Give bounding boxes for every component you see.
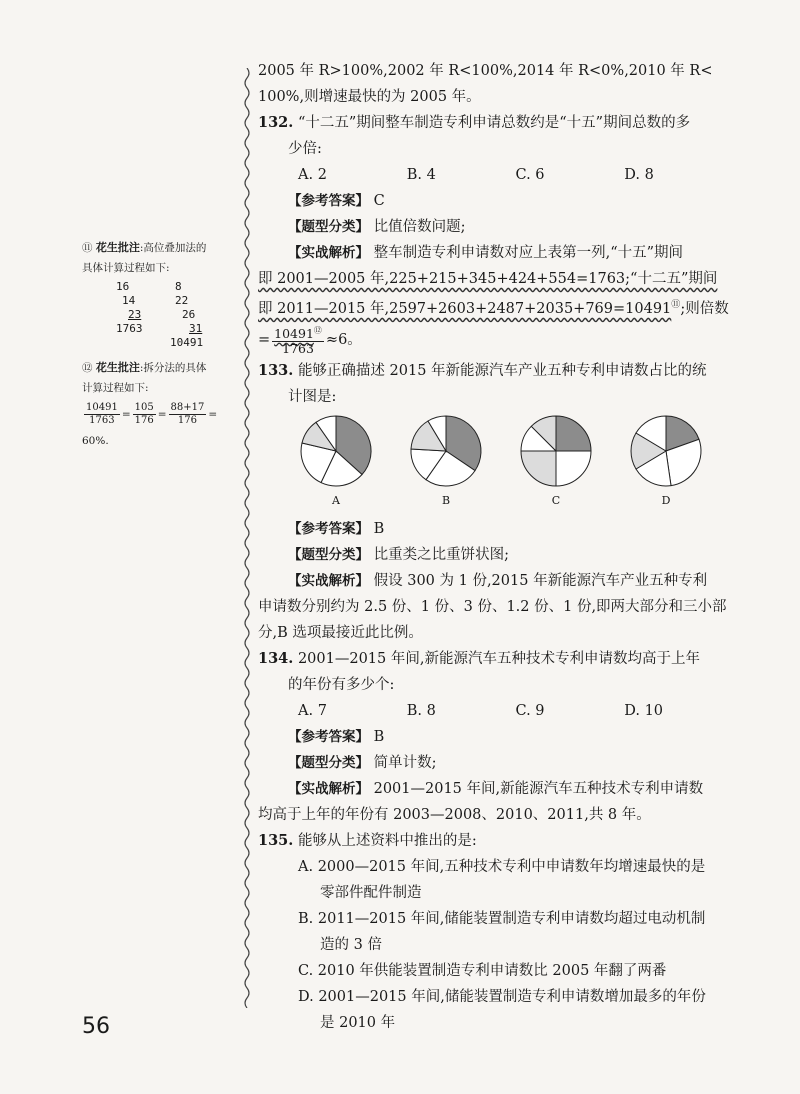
q133-analysis3: 分,B 选项最接近此比例。 — [258, 624, 423, 641]
q135-stem — [258, 828, 733, 854]
q132-option-c: C. 6 — [515, 167, 545, 183]
q135-option-d-line2: 是 2010 年 — [320, 1014, 396, 1031]
q133-answer-row — [258, 516, 733, 542]
note-12 — [82, 358, 240, 378]
q134-analysis1: 2001—2015 年间,新能源汽车五种技术专利申请数 — [373, 780, 704, 797]
intro-line-2: 100%,则增速最快的为 2005 年。 — [258, 89, 481, 105]
pie-options — [288, 410, 733, 516]
q134-number: 134. — [258, 649, 294, 667]
q132-analysis1: 整车制造专利申请数对应上表第一列,“十五”期间 — [373, 245, 684, 261]
pie-c — [516, 414, 596, 514]
q133-category: 比重类之比重饼状图; — [373, 546, 509, 563]
q134-analysis-label: 【实战解析】 — [288, 780, 369, 797]
q133-analysis2: 申请数分别约为 2.5 份、1 份、3 份、1.2 份、1 份,即两大部分和三小部 — [258, 598, 727, 615]
q135-option-b-line2: 造的 3 倍 — [320, 936, 382, 953]
split-frac-3: $\frac{88+17}{176}$ — [170, 402, 205, 426]
q133-answer: B — [373, 520, 385, 537]
q134-analysis2: 均高于上年的年份有 2003—2008、2010、2011,共 8 年。 — [258, 806, 651, 823]
q134-option-d: D. 10 — [624, 702, 664, 719]
q134-category: 简单计数; — [373, 754, 437, 771]
q132-text2: 少倍: — [288, 141, 322, 157]
pie-d-label: D — [661, 493, 671, 507]
q133-category-label: 【题型分类】 — [288, 546, 369, 563]
q135-option-c-line1: C. 2010 年供能装置制造专利申请数比 2005 年翻了两番 — [298, 962, 667, 979]
calc-left-3: 23 — [128, 308, 142, 321]
note-12-title: 花生批注 — [95, 361, 140, 374]
q134-option-a: A. 7 — [298, 702, 327, 719]
calc-right-5: 10491 — [170, 336, 204, 349]
note-12-text2: 计算过程如下: — [82, 382, 149, 394]
q132-answer-label: 【参考答案】 — [288, 193, 369, 209]
q132-options — [258, 162, 733, 188]
q132-analysis-label: 【实战解析】 — [288, 245, 369, 261]
q135-text: 能够从上述资料中推出的是: — [297, 832, 477, 849]
q132-stem — [258, 110, 733, 136]
q134-answer-row — [258, 724, 733, 750]
pie-a-chart — [299, 414, 373, 488]
q134-stem — [258, 646, 733, 672]
q132-category-row — [258, 214, 733, 240]
main-content — [258, 58, 733, 1036]
q132-result: = $\frac{10491^⑫}{1763}$ ≈6。 — [258, 325, 362, 356]
intro-line-1: 2005 年 R>100%,2002 年 R<100%,2014 年 R<0%,2010 年 R< — [258, 63, 713, 79]
q134-category-label: 【题型分类】 — [288, 754, 369, 771]
q133-analysis-label: 【实战解析】 — [288, 572, 369, 589]
q135-option-d — [258, 984, 733, 1036]
addition-calculation — [82, 280, 240, 352]
q133-number: 133. — [258, 361, 294, 379]
pie-c-chart — [519, 414, 593, 488]
q135-option-a-line1: A. 2000—2015 年间,五种技术专利中申请数年均增速最快的是 — [298, 858, 706, 875]
note-11-text2: 具体计算过程如下: — [82, 262, 170, 274]
q132-fraction: $\frac{10491^⑫}{1763}$ — [274, 325, 322, 356]
eq-3: = — [208, 408, 218, 421]
q132-text1: “十二五”期间整车制造专利申请总数约是“十五”期间总数的多 — [297, 115, 691, 131]
q133-analysis-row — [258, 568, 733, 594]
q135-option-a-line2: 零部件配件制造 — [320, 884, 422, 901]
calc-left-1: 16 — [116, 280, 130, 293]
q132-answer: C — [373, 193, 385, 209]
q133-analysis1: 假设 300 为 1 份,2015 年新能源汽车产业五种专利 — [373, 572, 708, 589]
pie-b — [406, 414, 486, 514]
q135-option-d-line1: D. 2001—2015 年间,储能装置制造专利申请数增加最多的年份 — [298, 988, 706, 1005]
q135-option-b — [258, 906, 733, 958]
eq-1: = — [121, 408, 131, 421]
q135-number: 135. — [258, 831, 294, 849]
q134-text1: 2001—2015 年间,新能源汽车五种技术专利申请数均高于上年 — [297, 650, 700, 667]
split-calculation — [82, 402, 240, 427]
q134-answer-label: 【参考答案】 — [288, 728, 369, 745]
q132-analysis-row — [258, 240, 733, 266]
pie-c-label: C — [551, 493, 561, 507]
q134-options — [258, 698, 733, 724]
q134-text2: 的年份有多少个: — [288, 676, 395, 693]
q134-option-c: C. 9 — [515, 702, 545, 719]
note-11-title: 花生批注 — [95, 241, 140, 254]
eq-2: = — [157, 408, 167, 421]
pie-b-label: B — [441, 493, 451, 507]
note-11-text1: :高位叠加法的 — [139, 242, 207, 254]
q133-text1: 能够正确描述 2015 年新能源汽车产业五种专利申请数占比的统 — [297, 362, 707, 379]
pie-d — [626, 414, 706, 514]
note-12-mark: ⑫ — [82, 362, 93, 374]
q132-answer-row — [258, 188, 733, 214]
q132-number: 132. — [258, 114, 294, 131]
q132-analysis3: 即 2011—2015 年,2597+2603+2487+2035+769=10491⑪;则倍数 — [258, 300, 729, 317]
q132-category-label: 【题型分类】 — [288, 219, 369, 235]
calc-right-1: 8 — [175, 280, 182, 293]
q134-answer: B — [373, 728, 385, 745]
q133-category-row — [258, 542, 733, 568]
q132-analysis2: 即 2001—2005 年,225+215+345+424+554=1763;“十二五”期间 — [258, 271, 718, 287]
calc-right-3: 26 — [182, 308, 196, 321]
q133-answer-label: 【参考答案】 — [288, 520, 369, 537]
pie-a-label: A — [332, 493, 340, 507]
q134-category-row — [258, 750, 733, 776]
split-result: 60%. — [82, 435, 109, 447]
q134-option-b: B. 8 — [406, 702, 436, 719]
calc-left-2: 14 — [122, 294, 136, 307]
q133-stem — [258, 358, 733, 384]
margin-divider — [243, 68, 251, 1008]
side-notes — [82, 238, 240, 451]
q132-option-b: B. 4 — [406, 167, 436, 183]
note-11 — [82, 238, 240, 258]
q132-option-d: D. 8 — [624, 167, 654, 183]
q135-option-c — [258, 958, 733, 984]
calc-right-4: 31 — [189, 322, 203, 335]
pie-b-chart — [409, 414, 483, 488]
note-11-mark: ⑪ — [82, 242, 93, 254]
calc-right-2: 22 — [175, 294, 189, 307]
q132-category: 比值倍数问题; — [373, 219, 466, 235]
note-12-text1: :拆分法的具体 — [139, 362, 207, 374]
q135-option-a — [258, 854, 733, 906]
page-number: 56 — [82, 1014, 110, 1039]
q133-text2: 计图是: — [288, 388, 337, 405]
calc-left-4: 1763 — [116, 322, 143, 335]
q132-option-a: A. 2 — [298, 167, 327, 183]
pie-d-chart — [629, 414, 703, 488]
split-frac-2: $\frac{105}{176}$ — [134, 402, 154, 426]
split-frac-1: $\frac{10491}{1763}$ — [86, 402, 118, 426]
pie-a — [296, 414, 376, 514]
q135-option-b-line1: B. 2011—2015 年间,储能装置制造专利申请数均超过电动机制 — [298, 910, 706, 927]
q134-analysis-row — [258, 776, 733, 802]
